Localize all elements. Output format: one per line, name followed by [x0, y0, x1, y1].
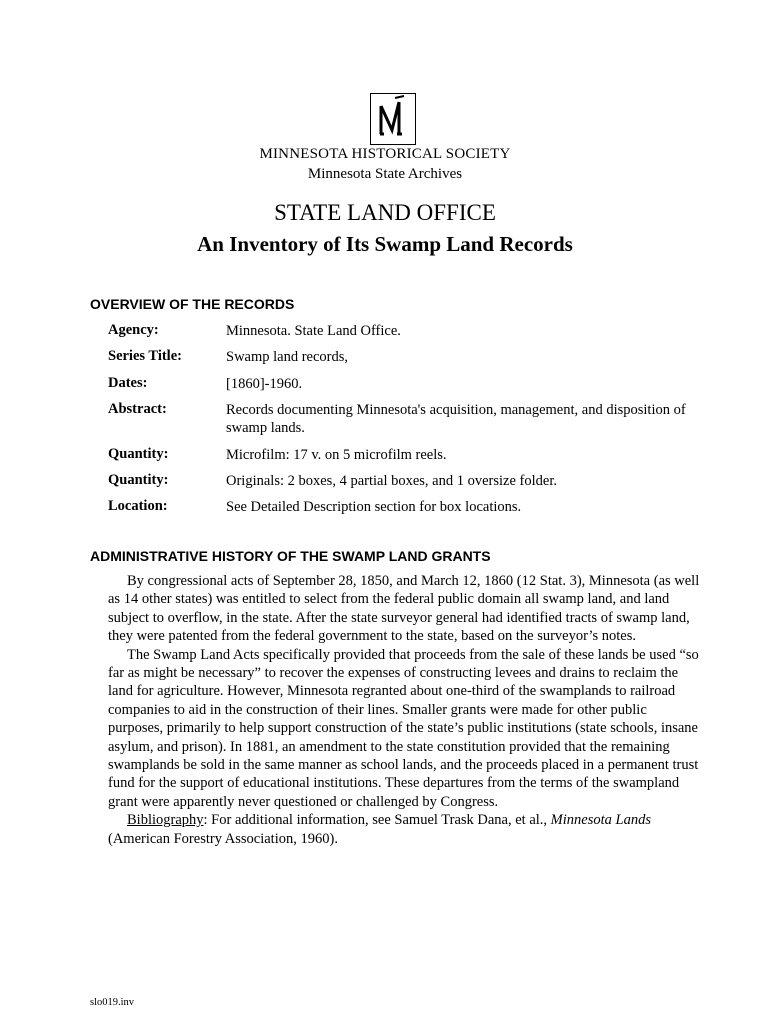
overview-value: Records documenting Minnesota's acquisition, management, and disposition of swamp lands.	[226, 402, 686, 436]
admin-paragraph-1: By congressional acts of September 28, 1850, and March 12, 1860 (12 Stat. 3), Minnesota (as well as 14 other states) was entitled to select from the federal public domain all swamp land, and land subject to overflow, in the state. After the state surveyor general had identified tracts of swamp land, they were patented from the federal government to the state, based on the surveyor’s notes.	[108, 573, 700, 645]
overview-label: Dates:	[108, 375, 148, 391]
bibliography-title: Minnesota Lands	[550, 812, 651, 829]
org-name: MINNESOTA HISTORICAL SOCIETY	[259, 146, 511, 162]
bibliography-paragraph	[108, 811, 703, 848]
overview-label: Quantity:	[108, 472, 169, 488]
page-subtitle: An Inventory of Its Swamp Land Records	[197, 232, 573, 256]
overview-value: Originals: 2 boxes, 4 partial boxes, and 1 oversize folder.	[226, 473, 558, 489]
admin-history-heading: ADMINISTRATIVE HISTORY OF THE SWAMP LAND GRANTS	[90, 548, 491, 564]
overview-value: See Detailed Description section for box locations.	[226, 499, 522, 515]
overview-label: Abstract:	[108, 401, 167, 417]
overview-value: [1860]-1960.	[226, 376, 303, 392]
bibliography-text: : For additional information, see Samuel Trask Dana, et al.,	[203, 812, 551, 829]
overview-value: Minnesota. State Land Office.	[226, 323, 401, 339]
footer-filename: slo019.inv	[90, 997, 135, 1008]
overview-label: Quantity:	[108, 446, 169, 462]
admin-paragraph-2: The Swamp Land Acts specifically provided that proceeds from the sale of these lands be used “so far as might be necessary” to recover the expenses of constructing levees and drains to reclaim the land for agriculture. However, Minnesota regranted about one-third of the swamplands to railroad companies to aid in the construction of their lines. Smaller grants were made for other public purposes, primarily to help support construction of the state’s public institutions (state schools, insane asylum, and prison). In 1881, an amendment to the state constitution provided that the remaining swamplands be sold in the same manner as school lands, and the proceeds placed in a permanent trust fund for the support of educational institutions. These departures from the terms of the swampland grant were apparently never questioned or challenged by Congress.	[108, 646, 699, 810]
overview-label: Location:	[108, 498, 168, 514]
admin-history-body	[108, 572, 703, 848]
bibliography-label: Bibliography	[127, 812, 204, 829]
overview-value: Microfilm: 17 v. on 5 microfilm reels.	[226, 447, 447, 463]
overview-label: Agency:	[108, 322, 159, 338]
page-title: STATE LAND OFFICE	[274, 200, 496, 225]
overview-value: Swamp land records,	[226, 349, 349, 365]
mhs-logo-icon	[371, 94, 414, 143]
archives-name: Minnesota State Archives	[307, 166, 463, 182]
overview-heading: OVERVIEW OF THE RECORDS	[90, 296, 295, 312]
overview-label: Series Title:	[108, 348, 182, 364]
bibliography-rest: (American Forestry Association, 1960).	[108, 830, 338, 847]
mhs-logo	[370, 93, 416, 145]
